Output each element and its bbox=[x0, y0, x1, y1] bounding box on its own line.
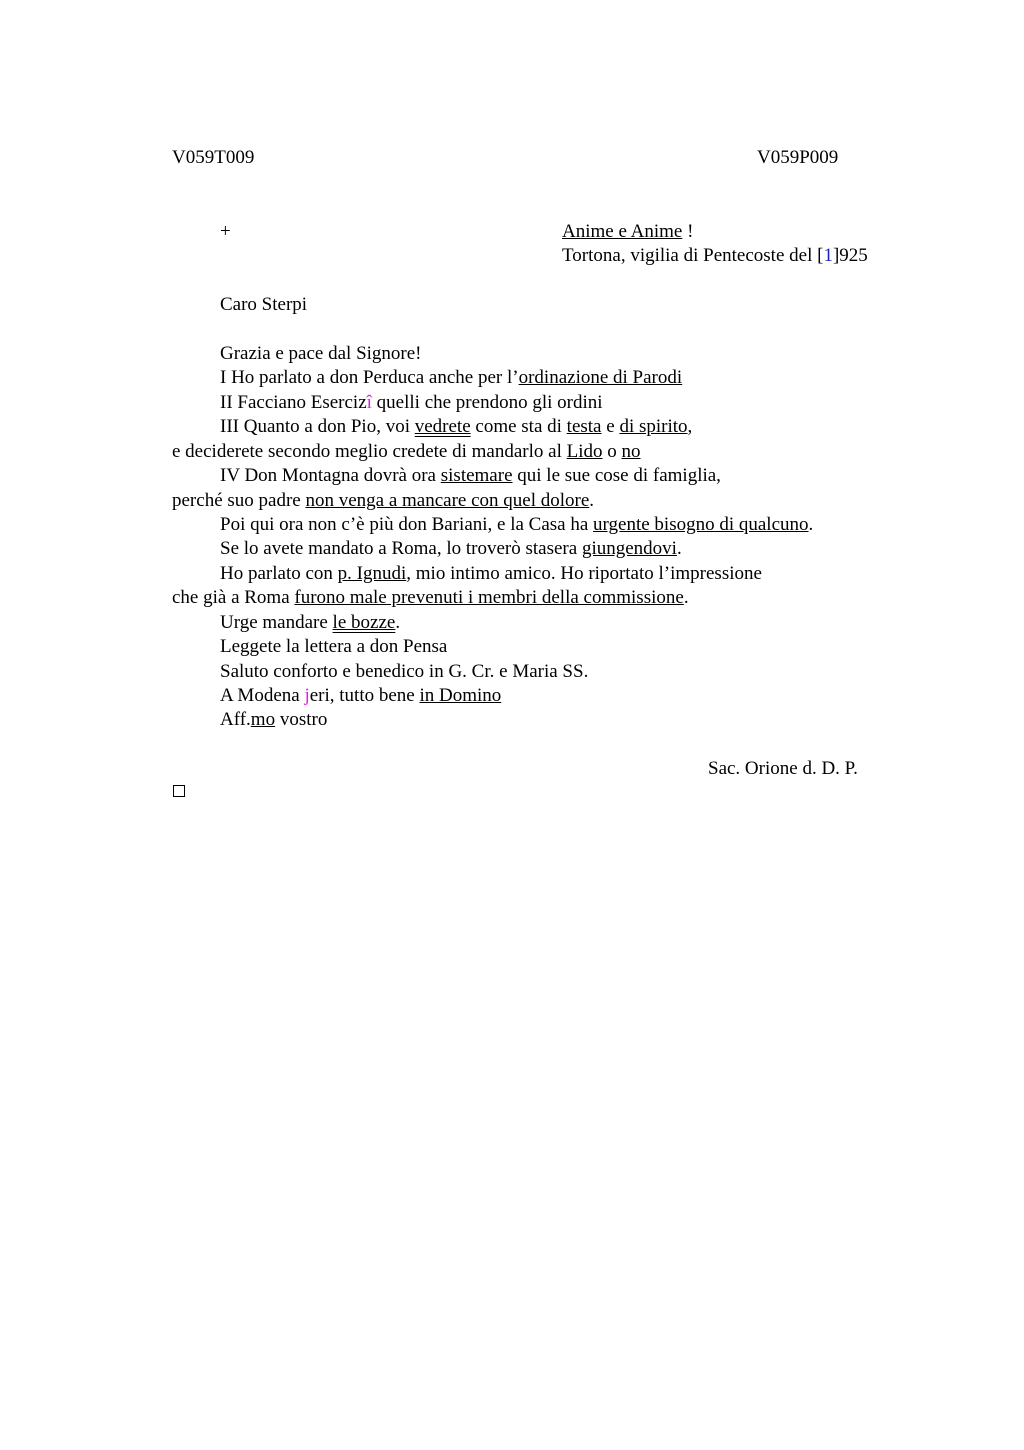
text-run: IV Don Montagna dovrà ora bbox=[220, 465, 441, 486]
letter-date bbox=[562, 244, 868, 268]
text-run: A Modena bbox=[220, 685, 305, 706]
text-run: e deciderete secondo meglio credete di mandarlo al bbox=[172, 441, 567, 462]
text-run: perché suo padre bbox=[172, 490, 306, 511]
body-line bbox=[220, 415, 692, 439]
text-run: Urge mandare bbox=[220, 612, 333, 633]
document-code-left: V059T009 bbox=[172, 147, 255, 168]
underlined-text: no bbox=[621, 441, 641, 462]
body-line bbox=[220, 513, 813, 537]
text-run: o bbox=[602, 441, 622, 462]
body-line: Grazia e pace dal Signore! bbox=[220, 343, 422, 364]
empty-box-symbol bbox=[173, 785, 185, 797]
underlined-text: vedrete bbox=[414, 416, 471, 437]
underlined-text: ordinazione di Parodi bbox=[518, 367, 683, 388]
date-prefix: Tortona, vigilia di Pentecoste del [ bbox=[562, 245, 824, 266]
text-run: qui le sue cose di famiglia, bbox=[512, 465, 721, 486]
signature: Sac. Orione d. D. P. bbox=[708, 758, 858, 779]
text-run: Aff. bbox=[220, 709, 251, 730]
body-line bbox=[220, 366, 682, 390]
body-line bbox=[172, 489, 594, 513]
date-bracket-digit: 1 bbox=[823, 245, 833, 266]
underlined-text: di spirito bbox=[619, 416, 688, 437]
text-run: , bbox=[687, 416, 693, 437]
text-run: e bbox=[601, 416, 620, 437]
greeting: Caro Sterpi bbox=[220, 294, 308, 315]
body-line bbox=[220, 537, 682, 561]
body-line bbox=[220, 611, 400, 635]
body-line: Saluto conforto e benedico in G. Cr. e Maria SS. bbox=[220, 661, 589, 682]
body-line bbox=[220, 562, 762, 586]
text-run: . bbox=[808, 514, 814, 535]
underlined-text: Lido bbox=[566, 441, 603, 462]
body-line bbox=[220, 464, 721, 488]
text-run: eri, tutto bene bbox=[309, 685, 420, 706]
underlined-text: giungendovi bbox=[581, 538, 677, 559]
text-run: I Ho parlato a don Perduca anche per l’ bbox=[220, 367, 519, 388]
body-line bbox=[172, 586, 689, 610]
text-run: . bbox=[589, 490, 595, 511]
text-run: . bbox=[683, 587, 689, 608]
text-run: come sta di bbox=[470, 416, 567, 437]
underlined-text: mo bbox=[250, 709, 276, 730]
text-run: . bbox=[676, 538, 682, 559]
text-run: quelli che prendono gli ordini bbox=[371, 392, 603, 413]
underlined-text: in Domino bbox=[419, 685, 502, 706]
text-run: che già a Roma bbox=[172, 587, 295, 608]
letter-title-text: Anime e Anime bbox=[562, 221, 683, 242]
letter-title bbox=[562, 220, 693, 244]
underlined-text: le bozze bbox=[332, 612, 396, 633]
text-run: , mio intimo amico. Ho riportato l’impressione bbox=[406, 563, 762, 584]
underlined-text: urgente bisogno di qualcuno bbox=[593, 514, 809, 535]
body-line bbox=[220, 684, 501, 708]
underlined-text: testa bbox=[566, 416, 602, 437]
annotated-letter: î bbox=[366, 392, 372, 413]
text-run: Se lo avete mandato a Roma, lo troverò stasera bbox=[220, 538, 582, 559]
text-run: Poi qui ora non c’è più don Bariani, e la Casa ha bbox=[220, 514, 594, 535]
annotated-letter: j bbox=[304, 685, 310, 706]
text-run: II Facciano Esercizî bbox=[220, 392, 372, 413]
body-line: Leggete la lettera a don Pensa bbox=[220, 636, 448, 657]
underlined-text: furono male prevenuti i membri della commissione bbox=[294, 587, 684, 608]
closing-line bbox=[220, 708, 327, 732]
underlined-text: p. Ignudi bbox=[337, 563, 407, 584]
text-run: III Quanto a don Pio, voi bbox=[220, 416, 415, 437]
body-line bbox=[220, 391, 603, 415]
date-suffix: ]925 bbox=[832, 245, 868, 266]
underlined-text: sistemare bbox=[440, 465, 513, 486]
underlined-text: non venga a mancare con quel dolore bbox=[305, 490, 590, 511]
text-run: vostro bbox=[275, 709, 328, 730]
text-run: . bbox=[395, 612, 401, 633]
body-line bbox=[172, 440, 640, 464]
cross-symbol: + bbox=[220, 221, 231, 242]
letter-title-mark: ! bbox=[682, 221, 694, 242]
text-run: Ho parlato con bbox=[220, 563, 338, 584]
document-code-right: V059P009 bbox=[757, 147, 839, 168]
